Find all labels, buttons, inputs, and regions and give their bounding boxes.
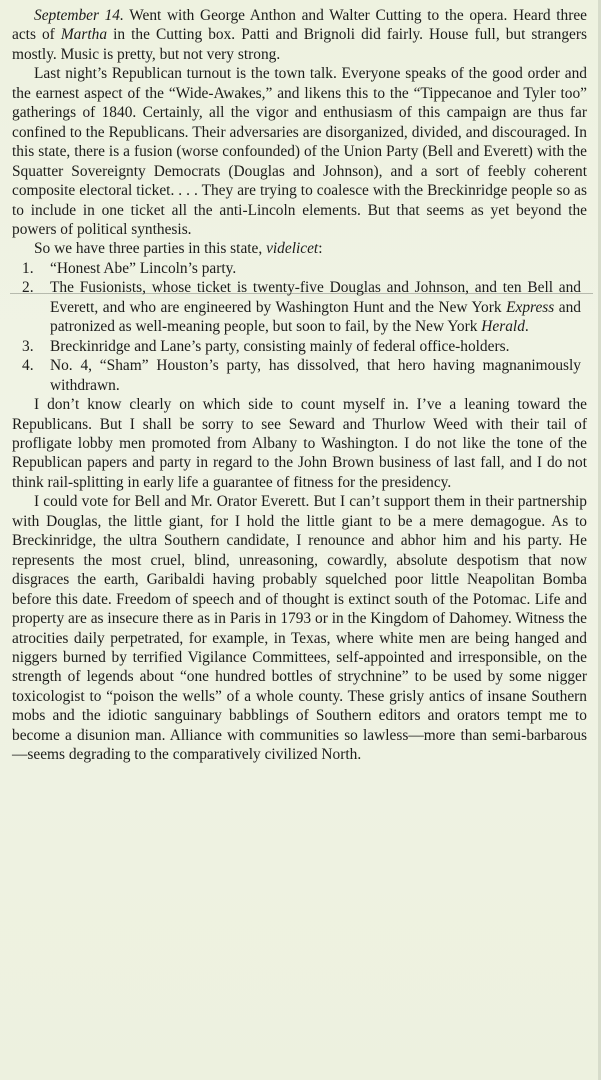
party-item-fusionists: 2. The Fusionists, whose ticket is twenty-five Douglas and Johnson, and ten Bell and Everett, and who are engineered by Washington Hunt and the New York Express and patronized as well-meaning people, but soon to fail, by the New York Herald. xyxy=(22,279,581,336)
party-item-breckinridge: 3. Breckinridge and Lane’s party, consisting mainly of federal office-holders. xyxy=(22,337,510,355)
party-number: 3. xyxy=(22,337,34,355)
opera-title: Martha xyxy=(60,26,108,44)
entry-date: September 14. xyxy=(34,7,124,24)
paragraph-republican-turnout: Last night’s Republican turnout is the town talk. Everyone speaks of the good order and the earnest aspect of the “Wide-Awakes,” and likens this to the “Tippecanoe and Tyler too” gatherings of 1840. Certainly, all the vigor and enthusiasm of this campaign are thus far confined to the Republicans. Their adversaries are disorganized, divided, and discouraged. In this state, there is a fusion (worse confounded) of the Union Party (Bell and Everett) with the Squatter Sovereignty Democrats (Douglas and Johnson), and a sort of feebly coherent composite electoral ticket. . . . They are trying to coalesce with the Breckinridge people so as to include in one ticket all the anti-Lincoln elements. But that seems as yet beyond the powers of political synthesis. xyxy=(12,65,587,238)
paragraph-bell-everett: I could vote for Bell and Mr. Orator Everett. But I can’t support them in their partnership with Douglas, the little giant, for I hold the little giant to be a mere demagogue. As to Breckinridge, the ultra Southern candidate, I renounce and abhor him and his party. He represents the most cruel, blind, unreasoning, cowardly, absolute despotism that now disgraces the earth, Garibaldi having probably squelched poor little Neapolitan Bomba before this date. Freedom of speech and of thought is extinct south of the Potomac. Life and property are as insecure there as in Paris in 1793 or in the Kingdom of Dahomey. Witness the atrocities daily perpetrated, for example, in Texas, where white men are being hanged and niggers burned by terrified Vigilance Committees, self-appointed and irresponsible, on the strength of legends about “one hundred bottles of strychnine” to be used by some nigger toxicologist to “poison the wells” of a whole county. These grisly antics of insane Southern mobs and the idiotic sanguinary babblings of Southern editors and orators tempt me to become a disunion man. Alliance with communities so lawless—more than semi-barbarous—seems degrading to the comparatively civilized North. xyxy=(12,493,587,764)
party-item-lincoln: 1. “Honest Abe” Lincoln’s party. xyxy=(22,259,237,277)
paragraph-three-parties: So we have three parties in this state, videlicet: xyxy=(34,240,323,258)
party-number: 2. xyxy=(22,279,34,297)
entry-paragraph-opera: September 14. Went with George Anthon and Walter Cutting to the opera. Heard three acts of Martha in the Cutting box. Patti and Brignoli did fairly. House full, but strangers mostly. Music is pretty, but not very strong. xyxy=(12,7,587,63)
party-item-houston: 4. No. 4, “Sham” Houston’s party, has dissolved, that hero having magnanimously withdrawn. xyxy=(22,357,581,394)
party-list xyxy=(12,259,587,395)
newspaper-herald: Herald xyxy=(481,318,525,336)
party-number: 1. xyxy=(22,259,34,277)
newspaper-express: Express xyxy=(506,298,555,316)
party-number: 4. xyxy=(22,357,34,375)
paragraph-which-side: I don’t know clearly on which side to count myself in. I’ve a leaning toward the Republicans. But I shall be sorry to see Seward and Thurlow Weed with their tail of profligate lobby men promoted from Albany to Washington. I do not like the tone of the Republican papers and party in regard to the John Brown business of last fall, and I do not think rail-splitting in early life a guarantee of fitness for the presidency. xyxy=(12,396,587,491)
